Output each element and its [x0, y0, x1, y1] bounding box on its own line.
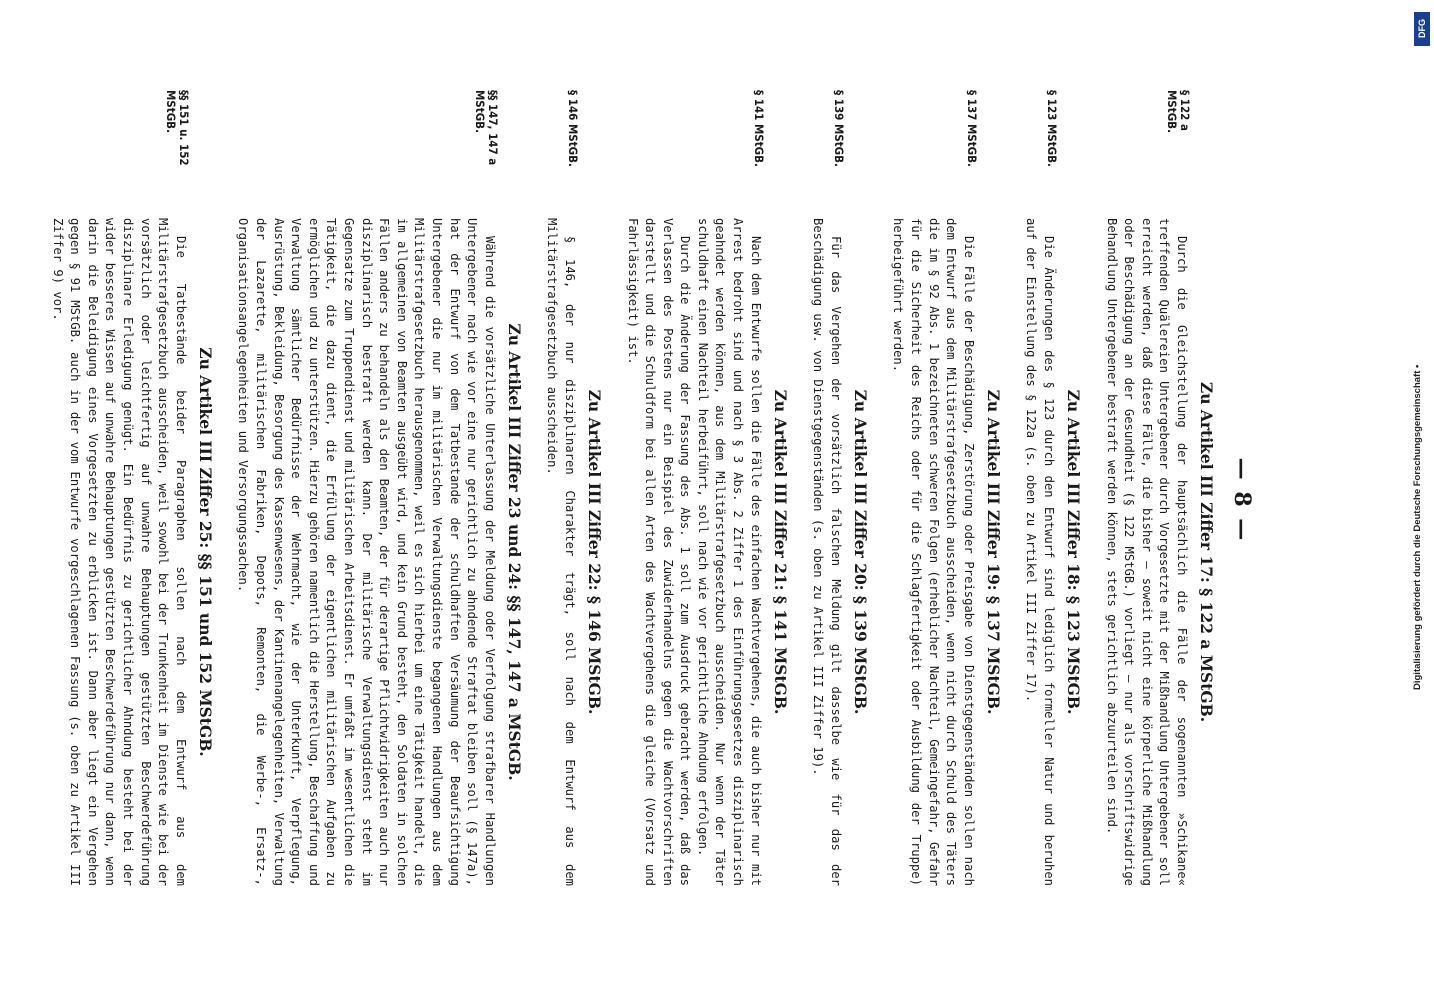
margin-reference: § 141 MStGB.: [751, 90, 766, 167]
section-body: [234, 218, 525, 886]
section-heading: Zu Artikel III Ziffer 18: § 123 MStGB.: [1064, 389, 1084, 715]
section-heading: Zu Artikel III Ziffer 21: § 141 MStGB.: [770, 389, 790, 715]
margin-reference: § 139 MStGB.: [831, 90, 846, 167]
section-heading: Zu Artikel III Ziffer 23 und 24: §§ 147, 147 a MStGB.: [504, 323, 524, 781]
section-body: [623, 218, 791, 886]
margin-reference: §§ 151 u. 152 MStGB.: [163, 90, 191, 166]
section-139: [809, 90, 871, 910]
paragraph: Nach dem Entwurfe sollen die Fälle des einfachen Wachtvergehens, die auch bisher nur mit Arrest bedroht sind und nach § 3 Abs. 2 Ziffer 1 des Einführungsgesetzes disziplinarisch geahndet werden können, aus dem Militärstrafgesetzbuch ausscheiden. Nur wenn der Täter schuldhaft einen Nachteil herbeiführt, soll nach wie vor gerichtliche Ahndung erfolgen.: [695, 218, 763, 886]
margin-reference: § 137 MStGB.: [964, 90, 979, 167]
paragraph: Die Tatbestände beider Paragraphen sollen nach dem Entwurf aus dem Militärstrafgesetzbuch ausscheiden, weil sowohl bei der Trunkenheit im Dienste wie bei der vorsätzlich oder leichtfertig auf unwahre Behauptungen gestützten Beschwerdeführung disziplinare Erledigung genügt. Ein Bedürfnis zu gerichtlicher Ahndung besteht bei der wider besseres Wissen auf unwahre Behauptungen gestützten Beschwerdeführung nur dann, wenn darin die Beleidigung eines Vorgesetzten zu erblicken ist. Dann aber liegt ein Vergehen gegen § 91 MStGB. auch in der vom Entwurfe vorgeschlagenen Fassung (s. oben zu Artikel III Ziffer 9) vor.: [50, 218, 188, 886]
section-body: [1022, 218, 1084, 886]
section-heading: Zu Artikel III Ziffer 17: § 122 a MStGB.: [1197, 381, 1216, 723]
paragraph: Durch die Gleichstellung der hauptsächlich die Fälle der sogenannten »Schikane« treffenden Quälereien Untergebener durch Vorgesetzte mit der Mißhandlung Untergebener soll erreicht werden, daß diese Fälle, die bisher — soweit nicht eine körperliche Mißhandlung oder Beschädigung an der Gesundheit (§ 122 MStGB.) vorliegt — nur als vorschriftswidrige Behandlung Untergebener bestraft werden können, stets gerichtlich abzuurteilen sind.: [1104, 218, 1189, 886]
margin-reference: § 122 a MStGB.: [1165, 90, 1192, 134]
section-heading: Zu Artikel III Ziffer 19: § 137 MStGB.: [983, 389, 1003, 715]
section-body: [1102, 218, 1217, 886]
section-body: [809, 218, 871, 886]
margin-reference: §§ 147, 147 a MStGB.: [472, 90, 500, 166]
paragraph: Die Änderungen des § 123 durch den Entwurf sind lediglich formeller Natur und beruhen auf der Einstellung des § 122a (s. oben zu Artikel III Ziffer 17).: [1024, 218, 1057, 886]
paragraph: Während die vorsätzliche Unterlassung der Meldung oder Verfolgung strafbarer Handlungen Untergebener nach wie vor eine nur gerichtlich zu ahndende Straftat bleiben soll (§ 147a), hat der Entwurf von dem Tatbestande der schuldhaften Versäumung der Beaufsichtigung Untergebener die nur im militärischen Verwaltungsdienste begangenen Handlungen aus dem Militärstrafgesetzbuch herausgenommen, weil es sich hierbei um eine Tätigkeit handelt, die im allgemeinen von Beamten ausgeübt wird, und kein Grund besteht, den Soldaten in solchen Fällen anders zu behandeln als den Beamten, der für derartige Pflichtwidrigkeiten auch nur disziplinarisch bestraft werden kann. Der militärische Verwaltungsdienst steht im Gegensatze zum Truppendienst und militärischen Arbeitsdienst. Er umfaßt im wesentlichen die Tätigkeit, die dazu dient, die Erfüllung der eigentlichen militärischen Aufgaben zu ermöglichen und zu unterstützen. Hierzu gehören namentlich die Herstellung, Beschaffung und Verwaltung sämtlicher Bedürfnisse der Wehrmacht, wie der Unterkunft, Verpflegung, Ausrüstung, Bekleidung, Besorgung des Kassenwesens, der Kantinenangelegenheiten, Verwaltung der Lazarette, militärischen Fabriken, Depots, Remonten, die Werbe-, Ersatz-, Organisationsangelegenheiten und Versorgungssachen.: [236, 218, 497, 886]
dfg-watermark-text: Digitalisierung gefördert durch die Deutsche Forschungsgemeinschaft •: [1412, 364, 1423, 690]
dfg-logo: DFG: [1414, 12, 1430, 46]
section-heading: Zu Artikel III Ziffer 20: § 139 MStGB.: [850, 389, 870, 715]
section-123: [1022, 90, 1084, 910]
paragraph: § 146, der nur disziplinaren Charakter trägt, soll nach dem Entwurf aus dem Militärstrafgesetzbuch ausscheiden.: [545, 218, 577, 886]
section-body: [48, 218, 216, 886]
section-137: [889, 90, 1004, 910]
section-141: [623, 90, 791, 910]
section-147-147a: [234, 90, 525, 910]
section-122a: [1102, 90, 1217, 910]
paragraph: Für das Vergehen der vorsätzlich falschen Meldung gilt dasselbe wie für das der Beschädigung usw. von Dienstgegenständen (s. oben zu Artikel III Ziffer 19).: [811, 218, 843, 886]
document-page: [50, 90, 1259, 910]
section-146: [543, 90, 605, 910]
paragraph: Durch die Änderung der Fassung des Abs. 1 soll zum Ausdruck gebracht werden, daß das Verlassen des Postens nur ein Beispiel des Zuwiderhandelns gegen die Wachtvorschriften darstellt und die Schuldform bei allen Arten des Wachtvergehens die gleiche (Vorsatz und Fahrlässigkeit) ist.: [625, 218, 693, 886]
paragraph: Die Fälle der Beschädigung, Zerstörung oder Preisgabe von Dienstgegenständen sollen nach dem Entwurf aus dem Militärstrafgesetzbuch ausscheiden, wenn nicht durch Schuld des Täters die im § 92 Abs. 1 bezeichneten schweren Folgen (erheblicher Nachteil, Gemeingefahr, Gefahr für die Sicherheit des Reichs oder für die Schlagfertigkeit oder Ausbildung der Truppe) herbeigeführt werden.: [891, 218, 976, 886]
section-body: [889, 218, 1004, 886]
section-151-152: [48, 90, 216, 910]
section-body: [543, 218, 605, 886]
margin-reference: § 146 MStGB.: [565, 90, 580, 167]
section-heading: Zu Artikel III Ziffer 25: §§ 151 und 152 MStGB.: [195, 347, 215, 757]
margin-reference: § 123 MStGB.: [1045, 90, 1060, 167]
section-heading: Zu Artikel III Ziffer 22: § 146 MStGB.: [584, 389, 604, 715]
page-number: — 8 —: [1229, 457, 1255, 543]
